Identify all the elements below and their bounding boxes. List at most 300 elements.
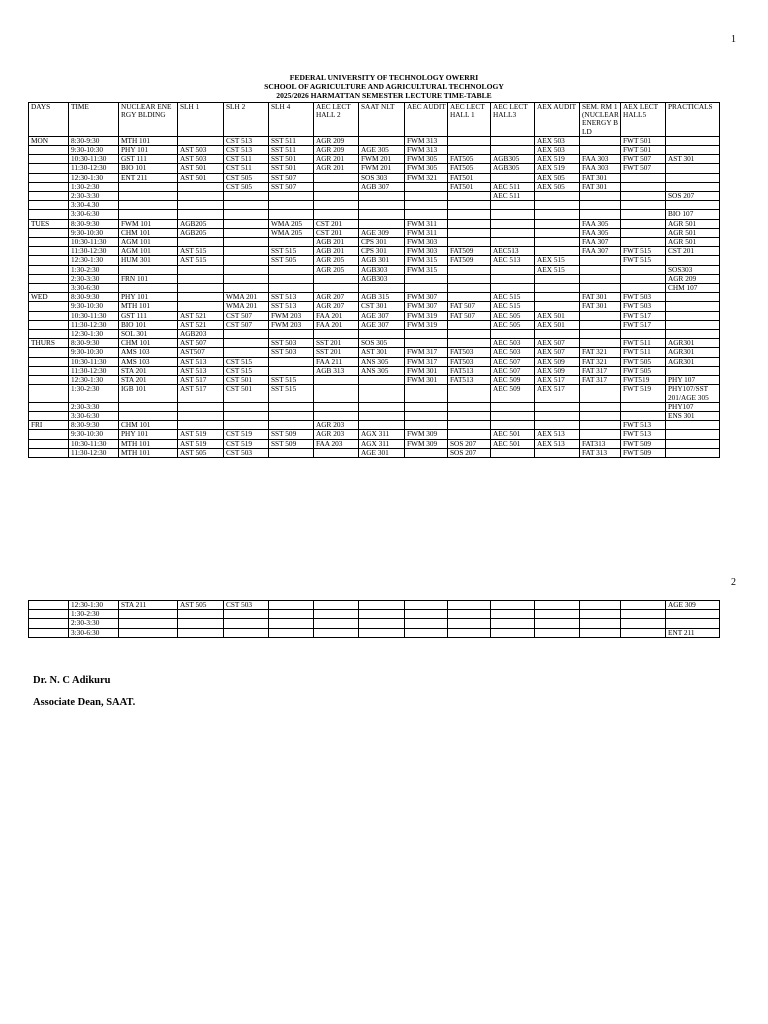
table-row xyxy=(29,628,720,637)
course-cell: AGE 307 xyxy=(359,320,405,329)
time-cell: 8:30-9:30 xyxy=(69,136,119,145)
course-cell: SST 515 xyxy=(269,385,314,402)
course-cell: AGB303 xyxy=(359,274,405,283)
course-cell xyxy=(491,219,535,228)
column-header: SLH 4 xyxy=(269,103,314,137)
course-cell: FWM 301 xyxy=(405,376,448,385)
time-cell: 12:30-1:30 xyxy=(69,376,119,385)
course-cell xyxy=(224,339,269,348)
course-cell xyxy=(269,192,314,201)
time-cell: 10:30-11:30 xyxy=(69,155,119,164)
table-row xyxy=(29,219,720,228)
time-cell: 8:30-9:30 xyxy=(69,339,119,348)
course-cell xyxy=(535,610,580,619)
course-cell: FWT 517 xyxy=(621,320,666,329)
course-cell: FWT 515 xyxy=(621,247,666,256)
course-cell xyxy=(621,173,666,182)
course-cell xyxy=(666,330,720,339)
course-cell xyxy=(535,302,580,311)
course-cell: CST 501 xyxy=(224,376,269,385)
course-cell: CST 505 xyxy=(224,173,269,182)
course-cell xyxy=(119,628,178,637)
course-cell: FWM 311 xyxy=(405,228,448,237)
course-cell: FWT 517 xyxy=(621,311,666,320)
course-cell xyxy=(405,411,448,420)
course-cell: FWM 307 xyxy=(405,302,448,311)
course-cell: CST 201 xyxy=(314,219,359,228)
course-cell xyxy=(178,421,224,430)
course-cell xyxy=(535,330,580,339)
course-cell xyxy=(269,330,314,339)
course-cell: SOL 301 xyxy=(119,330,178,339)
course-cell: AST 501 xyxy=(178,164,224,173)
time-cell: 8:30-9:30 xyxy=(69,293,119,302)
course-cell xyxy=(224,210,269,219)
course-cell: AEC 501 xyxy=(491,430,535,439)
course-cell: AGR301 xyxy=(666,348,720,357)
course-cell xyxy=(666,136,720,145)
course-cell xyxy=(178,238,224,247)
course-cell: AEX 513 xyxy=(535,430,580,439)
course-cell: AST 507 xyxy=(178,339,224,348)
course-cell: SST 509 xyxy=(269,430,314,439)
course-cell xyxy=(314,448,359,457)
course-cell: FWM 317 xyxy=(405,357,448,366)
course-cell: AST 505 xyxy=(178,448,224,457)
table-row xyxy=(29,430,720,439)
course-cell: AGB 201 xyxy=(314,247,359,256)
column-header: SLH 2 xyxy=(224,103,269,137)
course-cell xyxy=(314,274,359,283)
table-row xyxy=(29,210,720,219)
course-cell xyxy=(178,274,224,283)
course-cell: CST 519 xyxy=(224,439,269,448)
course-cell xyxy=(178,210,224,219)
table-row xyxy=(29,311,720,320)
course-cell: SST 515 xyxy=(269,247,314,256)
course-cell: FWM 307 xyxy=(405,293,448,302)
course-cell: ANS 305 xyxy=(359,357,405,366)
course-cell xyxy=(621,228,666,237)
course-cell: PHY107 xyxy=(666,402,720,411)
course-cell xyxy=(269,201,314,210)
course-cell xyxy=(535,284,580,293)
course-cell: AST 513 xyxy=(178,366,224,375)
course-cell: AGB 315 xyxy=(359,293,405,302)
time-cell: 2:30-3:30 xyxy=(69,402,119,411)
course-cell xyxy=(580,402,621,411)
course-cell: AGR 209 xyxy=(666,274,720,283)
course-cell xyxy=(224,610,269,619)
table-row xyxy=(29,146,720,155)
course-cell xyxy=(580,192,621,201)
course-cell xyxy=(405,284,448,293)
course-cell xyxy=(621,330,666,339)
time-cell: 2:30-3:30 xyxy=(69,619,119,628)
course-cell: SST 509 xyxy=(269,439,314,448)
course-cell xyxy=(359,601,405,610)
course-cell xyxy=(580,628,621,637)
course-cell xyxy=(314,628,359,637)
course-cell: SOS 207 xyxy=(448,439,491,448)
day-cell xyxy=(29,182,69,191)
course-cell: FWT 503 xyxy=(621,293,666,302)
course-cell xyxy=(119,619,178,628)
course-cell: AST 513 xyxy=(178,357,224,366)
course-cell xyxy=(580,265,621,274)
course-cell: AGB 301 xyxy=(359,256,405,265)
course-cell xyxy=(178,293,224,302)
course-cell: SST 513 xyxy=(269,293,314,302)
day-cell xyxy=(29,619,69,628)
course-cell: FAA 303 xyxy=(580,155,621,164)
course-cell: AGE 307 xyxy=(359,311,405,320)
course-cell xyxy=(224,628,269,637)
course-cell xyxy=(580,311,621,320)
time-cell: 9:30-10:30 xyxy=(69,348,119,357)
column-header: AEC LECT HALL3 xyxy=(491,103,535,137)
day-cell: FRI xyxy=(29,421,69,430)
course-cell: CHM 107 xyxy=(666,284,720,293)
course-cell: AGR 201 xyxy=(314,164,359,173)
course-cell xyxy=(224,192,269,201)
course-cell: FWT 509 xyxy=(621,439,666,448)
course-cell: CST 507 xyxy=(224,311,269,320)
course-cell: SST 201 xyxy=(314,339,359,348)
course-cell xyxy=(269,610,314,619)
course-cell xyxy=(491,601,535,610)
course-cell: AEC 505 xyxy=(491,320,535,329)
course-cell: STA 211 xyxy=(119,601,178,610)
course-cell: AGX 311 xyxy=(359,430,405,439)
course-cell: SST 511 xyxy=(269,146,314,155)
course-cell xyxy=(666,256,720,265)
course-cell xyxy=(580,201,621,210)
table-row xyxy=(29,348,720,357)
course-cell xyxy=(119,182,178,191)
course-cell xyxy=(178,192,224,201)
course-cell: AEC 511 xyxy=(491,182,535,191)
course-cell xyxy=(491,421,535,430)
course-cell: FWT 507 xyxy=(621,155,666,164)
course-cell: AST507 xyxy=(178,348,224,357)
course-cell: BIO 107 xyxy=(666,210,720,219)
course-cell: AST 521 xyxy=(178,320,224,329)
day-cell xyxy=(29,320,69,329)
table-row xyxy=(29,376,720,385)
course-cell xyxy=(119,411,178,420)
course-cell xyxy=(359,210,405,219)
course-cell xyxy=(269,366,314,375)
course-cell: FAT 321 xyxy=(580,348,621,357)
course-cell: CST 511 xyxy=(224,164,269,173)
course-cell: AEC 515 xyxy=(491,302,535,311)
course-cell xyxy=(119,402,178,411)
course-cell: AST 503 xyxy=(178,155,224,164)
course-cell: SST 507 xyxy=(269,173,314,182)
course-cell xyxy=(405,210,448,219)
course-cell: SST 505 xyxy=(269,256,314,265)
course-cell xyxy=(580,274,621,283)
course-cell xyxy=(666,201,720,210)
course-cell xyxy=(448,421,491,430)
course-cell: AGR 201 xyxy=(314,155,359,164)
course-cell xyxy=(314,376,359,385)
course-cell: AEX 519 xyxy=(535,164,580,173)
course-cell xyxy=(269,628,314,637)
course-cell: FWM 203 xyxy=(269,320,314,329)
day-cell xyxy=(29,284,69,293)
course-cell: WMA 201 xyxy=(224,293,269,302)
course-cell: SST 513 xyxy=(269,302,314,311)
course-cell: AEX 503 xyxy=(535,136,580,145)
day-cell xyxy=(29,302,69,311)
course-cell: FAT513 xyxy=(448,366,491,375)
course-cell: CST 503 xyxy=(224,601,269,610)
time-cell: 11:30-12:30 xyxy=(69,320,119,329)
course-cell xyxy=(448,136,491,145)
course-cell xyxy=(359,136,405,145)
course-cell: CHM 101 xyxy=(119,228,178,237)
course-cell: BIO 101 xyxy=(119,320,178,329)
time-cell: 10:30-11:30 xyxy=(69,238,119,247)
course-cell xyxy=(666,448,720,457)
time-cell: 3:30-6:30 xyxy=(69,284,119,293)
course-cell xyxy=(580,330,621,339)
course-cell xyxy=(405,339,448,348)
timetable-table-continued xyxy=(28,600,720,638)
course-cell: FWM 101 xyxy=(119,219,178,228)
course-cell xyxy=(448,601,491,610)
course-cell xyxy=(666,146,720,155)
course-cell: FAT513 xyxy=(448,376,491,385)
course-cell xyxy=(269,411,314,420)
course-cell: AGE 309 xyxy=(359,228,405,237)
time-cell: 2:30-3:30 xyxy=(69,192,119,201)
course-cell: FWT 515 xyxy=(621,256,666,265)
course-cell xyxy=(314,192,359,201)
course-cell: FAT 301 xyxy=(580,182,621,191)
course-cell: AGM 101 xyxy=(119,247,178,256)
document-title-university: FEDERAL UNIVERSITY OF TECHNOLOGY OWERRI xyxy=(289,73,479,82)
course-cell xyxy=(359,628,405,637)
course-cell: AST 517 xyxy=(178,385,224,402)
day-cell xyxy=(29,357,69,366)
course-cell xyxy=(119,265,178,274)
course-cell xyxy=(178,182,224,191)
day-cell xyxy=(29,366,69,375)
course-cell xyxy=(314,201,359,210)
table-row xyxy=(29,601,720,610)
course-cell: FWM 313 xyxy=(405,136,448,145)
course-cell xyxy=(178,411,224,420)
course-cell: AST 519 xyxy=(178,439,224,448)
course-cell xyxy=(359,610,405,619)
course-cell: FWT 513 xyxy=(621,430,666,439)
course-cell xyxy=(224,284,269,293)
course-cell xyxy=(359,284,405,293)
course-cell: SOS 207 xyxy=(448,448,491,457)
course-cell: AST 515 xyxy=(178,247,224,256)
course-cell: AMS 103 xyxy=(119,348,178,357)
table-row xyxy=(29,421,720,430)
course-cell: MTH 101 xyxy=(119,136,178,145)
time-cell: 9:30-10:30 xyxy=(69,228,119,237)
course-cell xyxy=(535,402,580,411)
table-row xyxy=(29,320,720,329)
course-cell: AEX 515 xyxy=(535,256,580,265)
course-cell: FWM 201 xyxy=(359,164,405,173)
course-cell xyxy=(405,330,448,339)
course-cell xyxy=(666,421,720,430)
table-row xyxy=(29,274,720,283)
course-cell xyxy=(359,421,405,430)
course-cell: BIO 101 xyxy=(119,164,178,173)
course-cell xyxy=(119,610,178,619)
course-cell xyxy=(666,320,720,329)
course-cell xyxy=(535,619,580,628)
course-cell xyxy=(621,201,666,210)
course-cell xyxy=(491,136,535,145)
course-cell xyxy=(119,192,178,201)
course-cell: AEX 503 xyxy=(535,146,580,155)
table-row xyxy=(29,357,720,366)
time-cell: 2:30-3:30 xyxy=(69,274,119,283)
course-cell: AEX 507 xyxy=(535,339,580,348)
time-cell: 10:30-11:30 xyxy=(69,311,119,320)
course-cell xyxy=(580,136,621,145)
course-cell xyxy=(535,293,580,302)
course-cell: FWM 315 xyxy=(405,265,448,274)
course-cell xyxy=(359,219,405,228)
column-header: SLH 1 xyxy=(178,103,224,137)
course-cell: AGE 305 xyxy=(359,146,405,155)
course-cell: AST 301 xyxy=(666,155,720,164)
course-cell xyxy=(448,628,491,637)
course-cell: AEX 501 xyxy=(535,320,580,329)
course-cell: AGB 201 xyxy=(314,238,359,247)
course-cell: FWT 501 xyxy=(621,136,666,145)
course-cell: FAA 201 xyxy=(314,311,359,320)
course-cell: CPS 301 xyxy=(359,247,405,256)
course-cell: AEX 501 xyxy=(535,311,580,320)
course-cell xyxy=(359,385,405,402)
course-cell: CST 513 xyxy=(224,146,269,155)
course-cell: AGB305 xyxy=(491,164,535,173)
course-cell xyxy=(405,192,448,201)
time-cell: 9:30-10:30 xyxy=(69,302,119,311)
course-cell: FWM 309 xyxy=(405,439,448,448)
course-cell: FAT 317 xyxy=(580,366,621,375)
column-header: SAAT NLT xyxy=(359,103,405,137)
course-cell xyxy=(405,182,448,191)
day-cell xyxy=(29,228,69,237)
table-row xyxy=(29,136,720,145)
course-cell: PHY 107 xyxy=(666,376,720,385)
course-cell: PHY 101 xyxy=(119,430,178,439)
column-header: AEC LECT HALL 2 xyxy=(314,103,359,137)
course-cell: AGR 501 xyxy=(666,238,720,247)
course-cell xyxy=(535,228,580,237)
course-cell xyxy=(405,274,448,283)
day-cell xyxy=(29,411,69,420)
course-cell xyxy=(314,330,359,339)
course-cell xyxy=(448,402,491,411)
course-cell xyxy=(359,376,405,385)
table-row xyxy=(29,284,720,293)
column-header: TIME xyxy=(69,103,119,137)
day-cell xyxy=(29,146,69,155)
course-cell xyxy=(178,284,224,293)
course-cell xyxy=(269,284,314,293)
course-cell: ANS 305 xyxy=(359,366,405,375)
course-cell xyxy=(448,228,491,237)
course-cell: FAT 321 xyxy=(580,357,621,366)
course-cell: MTH 101 xyxy=(119,439,178,448)
course-cell xyxy=(269,210,314,219)
course-cell: AEC 515 xyxy=(491,293,535,302)
course-cell xyxy=(269,448,314,457)
course-cell xyxy=(448,265,491,274)
time-cell: 11:30-12:30 xyxy=(69,247,119,256)
course-cell: CST 511 xyxy=(224,155,269,164)
course-cell xyxy=(178,302,224,311)
time-cell: 1:30-2:30 xyxy=(69,610,119,619)
course-cell xyxy=(448,330,491,339)
course-cell xyxy=(621,628,666,637)
table-row xyxy=(29,439,720,448)
course-cell: AGR 209 xyxy=(314,136,359,145)
day-cell: THURS xyxy=(29,339,69,348)
course-cell: AGB 307 xyxy=(359,182,405,191)
day-cell xyxy=(29,448,69,457)
course-cell: AEX 513 xyxy=(535,439,580,448)
course-cell: FAT 301 xyxy=(580,293,621,302)
course-cell xyxy=(314,385,359,402)
course-cell xyxy=(491,238,535,247)
course-cell xyxy=(580,430,621,439)
course-cell xyxy=(178,201,224,210)
course-cell: AGB203 xyxy=(178,330,224,339)
course-cell xyxy=(314,601,359,610)
course-cell: SST 201 xyxy=(314,348,359,357)
course-cell: AGB205 xyxy=(178,219,224,228)
course-cell: AGR 203 xyxy=(314,430,359,439)
course-cell: AEX 509 xyxy=(535,366,580,375)
course-cell: FWM 321 xyxy=(405,173,448,182)
day-cell xyxy=(29,201,69,210)
course-cell: FWT 511 xyxy=(621,348,666,357)
page-number: 1 xyxy=(731,34,736,45)
day-cell xyxy=(29,192,69,201)
course-cell: FAT501 xyxy=(448,173,491,182)
course-cell xyxy=(405,402,448,411)
course-cell xyxy=(448,238,491,247)
course-cell: FAT 317 xyxy=(580,376,621,385)
course-cell: AEC 509 xyxy=(491,376,535,385)
course-cell xyxy=(448,610,491,619)
course-cell: AGM 101 xyxy=(119,238,178,247)
table-row xyxy=(29,366,720,375)
course-cell: FWM 203 xyxy=(269,311,314,320)
day-cell xyxy=(29,155,69,164)
course-cell: FAA 201 xyxy=(314,320,359,329)
column-header: DAYS xyxy=(29,103,69,137)
table-row xyxy=(29,411,720,420)
course-cell xyxy=(269,238,314,247)
course-cell: IGB 101 xyxy=(119,385,178,402)
course-cell: AEC 505 xyxy=(491,311,535,320)
